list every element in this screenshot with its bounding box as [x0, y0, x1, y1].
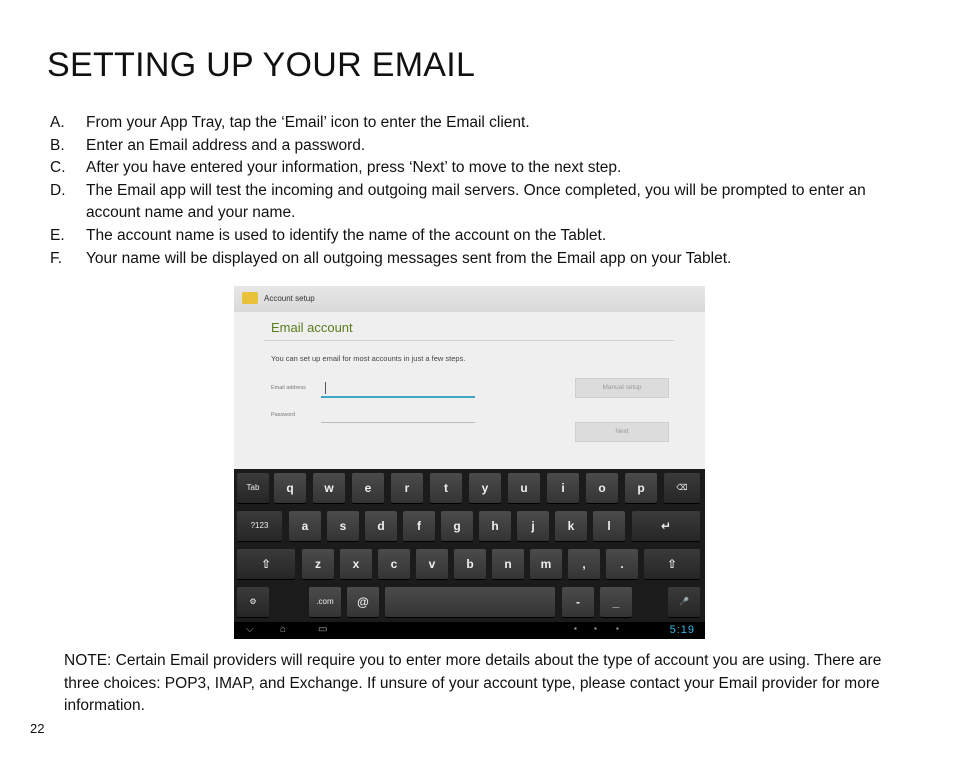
form-divider — [264, 340, 674, 341]
step-text: The account name is used to identify the name of the account on the Tablet. — [86, 226, 607, 244]
key-letter[interactable]: z — [302, 549, 334, 579]
key-letter[interactable]: p — [625, 473, 657, 503]
step-item — [50, 248, 920, 271]
dotcom-key[interactable]: .com — [309, 587, 341, 617]
key-letter[interactable]: l — [593, 511, 625, 541]
recent-apps-icon[interactable]: ▭ — [318, 624, 328, 635]
page-title: SETTING UP YOUR EMAIL — [47, 46, 476, 84]
system-bar — [234, 622, 705, 639]
key-letter[interactable]: t — [430, 473, 462, 503]
home-icon[interactable]: ⌂ — [280, 624, 287, 635]
key-letter[interactable]: w — [313, 473, 345, 503]
text-cursor — [325, 382, 326, 394]
key-letter[interactable]: e — [352, 473, 384, 503]
steps-list — [50, 112, 920, 270]
back-icon[interactable]: ⌵ — [246, 624, 254, 635]
key-letter[interactable]: r — [391, 473, 423, 503]
notification-icon: ▪ — [594, 624, 597, 633]
key-letter[interactable]: q — [274, 473, 306, 503]
step-letter: D. — [50, 181, 66, 199]
key-letter[interactable]: a — [289, 511, 321, 541]
notification-icon: ▪ — [574, 624, 577, 633]
key-letter[interactable]: o — [586, 473, 618, 503]
manual-setup-button[interactable]: Manual setup — [575, 378, 669, 398]
key-letter[interactable]: k — [555, 511, 587, 541]
key-comma[interactable]: , — [568, 549, 600, 579]
key-letter[interactable]: x — [340, 549, 372, 579]
key-symbols[interactable]: ?123 — [237, 511, 282, 541]
email-app-icon — [242, 292, 258, 304]
step-letter: B. — [50, 136, 65, 154]
step-text: From your App Tray, tap the ‘Email’ icon to enter the Email client. — [86, 114, 530, 131]
key-letter[interactable]: n — [492, 549, 524, 579]
microphone-key[interactable]: 🎤 — [668, 587, 700, 617]
key-letter[interactable]: m — [530, 549, 562, 579]
key-letter[interactable]: h — [479, 511, 511, 541]
email-address-field[interactable] — [321, 396, 475, 398]
key-letter[interactable]: d — [365, 511, 397, 541]
underscore-key[interactable]: _ — [600, 587, 632, 617]
step-text: Enter an Email address and a password. — [86, 136, 366, 154]
space-bar[interactable] — [385, 587, 555, 617]
step-letter: A. — [50, 114, 65, 131]
at-key[interactable]: @ — [347, 587, 379, 617]
key-letter[interactable]: b — [454, 549, 486, 579]
email-account-form — [234, 312, 705, 469]
step-letter: E. — [50, 226, 65, 244]
dash-key[interactable]: - — [562, 587, 594, 617]
key-letter[interactable]: i — [547, 473, 579, 503]
step-item — [50, 112, 920, 135]
page-number: 22 — [30, 721, 45, 736]
step-letter: F. — [50, 249, 63, 267]
app-bar — [234, 286, 705, 312]
step-item — [50, 180, 920, 225]
password-label: Password — [271, 412, 296, 418]
enter-key[interactable]: ↵ — [632, 511, 700, 541]
app-bar-title: Account setup — [264, 294, 315, 303]
form-title: Email account — [271, 320, 353, 335]
step-item — [50, 157, 920, 180]
key-letter[interactable]: f — [403, 511, 435, 541]
next-button[interactable]: Next — [575, 422, 669, 442]
form-description: You can set up email for most accounts in just a few steps. — [271, 354, 466, 363]
notification-icon: ▪ — [616, 624, 619, 633]
step-text: Your name will be displayed on all outgoing messages sent from the Email app on your Tablet. — [86, 249, 732, 267]
key-letter[interactable]: s — [327, 511, 359, 541]
key-letter[interactable]: j — [517, 511, 549, 541]
step-item — [50, 225, 920, 248]
step-text: After you have entered your information, press ‘Next’ to move to the next step. — [86, 159, 622, 177]
key-letter[interactable]: y — [469, 473, 501, 503]
password-field[interactable] — [321, 422, 475, 423]
key-tab[interactable]: Tab — [237, 473, 269, 503]
key-letter[interactable]: v — [416, 549, 448, 579]
shift-key-right[interactable]: ⇧ — [644, 549, 700, 579]
key-letter[interactable]: c — [378, 549, 410, 579]
key-period[interactable]: . — [606, 549, 638, 579]
email-address-label: Email address — [271, 385, 306, 391]
step-text: The Email app will test the incoming and outgoing mail servers. Once completed, you will be prompted to enter an account name and your name. — [86, 181, 866, 222]
backspace-key[interactable]: ⌫ — [664, 473, 700, 503]
on-screen-keyboard — [234, 469, 705, 639]
step-letter: C. — [50, 159, 66, 177]
settings-key[interactable]: ⚙ — [237, 587, 269, 617]
tablet-screenshot — [234, 286, 705, 639]
key-letter[interactable]: g — [441, 511, 473, 541]
note-text: NOTE: Certain Email providers will require you to enter more details about the type of account you are using. There are three choices: POP3, IMAP, and Exchange. If unsure of your account type, please contact your Email provider for more information. — [64, 652, 882, 715]
status-clock: 5:19 — [669, 624, 695, 636]
shift-key[interactable]: ⇧ — [237, 549, 295, 579]
key-letter[interactable]: u — [508, 473, 540, 503]
step-item — [50, 135, 920, 158]
